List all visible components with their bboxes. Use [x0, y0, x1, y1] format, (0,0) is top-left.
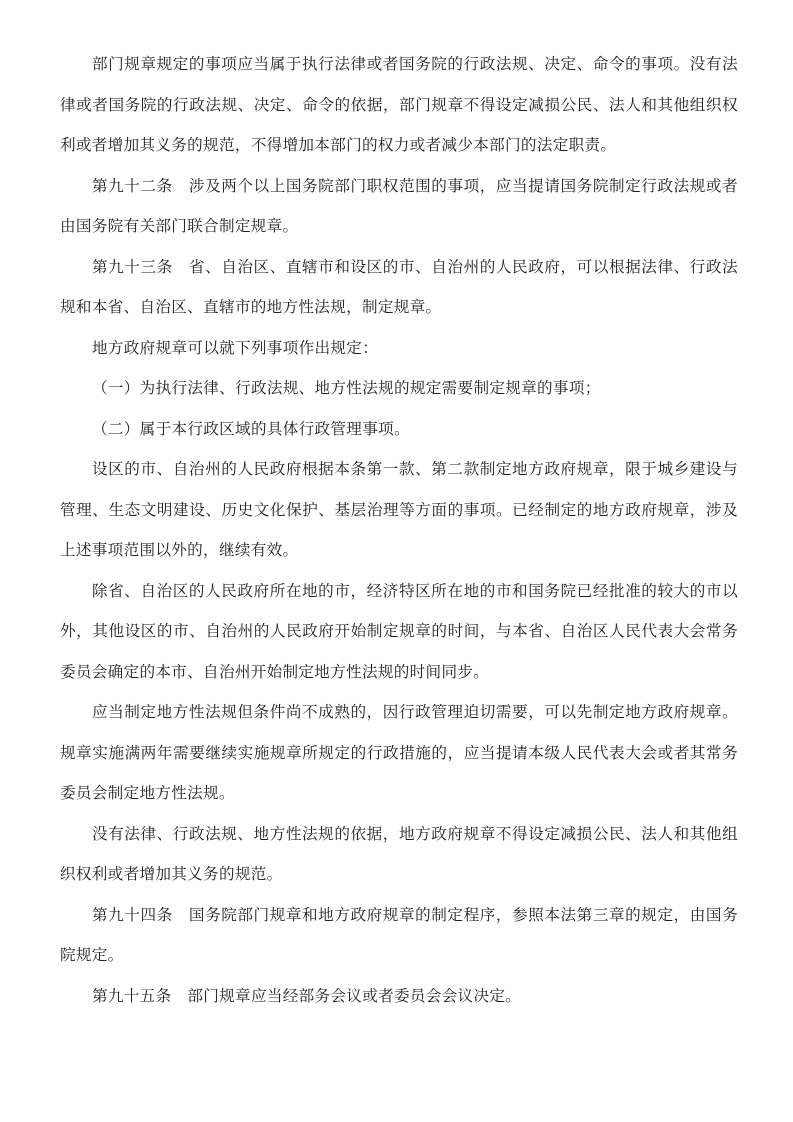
document-body	[60, 44, 738, 1016]
paragraph-article-95: 第九十五条 部门规章应当经部务会议或者委员会会议决定。	[92, 986, 522, 1005]
paragraph-no-basis: 没有法律、行政法规、地方性法规的依据，地方政府规章不得设定减损公民、法人和其他组织权利或者增加其义务的规范。	[60, 824, 738, 883]
paragraph-article-92: 第九十二条 涉及两个以上国务院部门职权范围的事项，应当提请国务院制定行政法规或者由国务院有关部门联合制定规章。	[60, 176, 738, 235]
paragraph-local-rules-intro: 地方政府规章可以就下列事项作出规定：	[92, 338, 379, 357]
paragraph-districted-cities: 设区的市、自治州的人民政府根据本条第一款、第二款制定地方政府规章，限于城乡建设与管理、生态文明建设、历史文化保护、基层治理等方面的事项。已经制定的地方政府规章，涉及上述事项范围以外的，继续有效。	[60, 460, 738, 559]
paragraph-item-2: （二）属于本行政区域的具体行政管理事项。	[92, 419, 410, 438]
paragraph-article-94: 第九十四条 国务院部门规章和地方政府规章的制定程序，参照本法第三章的规定，由国务院规定。	[60, 905, 738, 964]
paragraph-interim-rules: 应当制定地方性法规但条件尚不成熟的，因行政管理迫切需要，可以先制定地方政府规章。规章实施满两年需要继续实施规章所规定的行政措施的，应当提请本级人民代表大会或者其常务委员会制定地方性法规。	[60, 703, 738, 802]
paragraph-timing: 除省、自治区的人民政府所在地的市，经济特区所在地的市和国务院已经批准的较大的市以外，其他设区的市、自治州的人民政府开始制定规章的时间，与本省、自治区人民代表大会常务委员会确定的本市、自治州开始制定地方性法规的时间同步。	[60, 581, 738, 681]
paragraph-item-1: （一）为执行法律、行政法规、地方性法规的规定需要制定规章的事项；	[92, 379, 601, 397]
paragraph-rules-scope: 部门规章规定的事项应当属于执行法律或者国务院的行政法规、决定、命令的事项。没有法律或者国务院的行政法规、决定、命令的依据，部门规章不得设定减损公民、法人和其他组织权利或者增加其义务的规范，不得增加本部门的权力或者减少本部门的法定职责。	[60, 55, 738, 154]
paragraph-article-93: 第九十三条 省、自治区、直辖市和设区的市、自治州的人民政府，可以根据法律、行政法规和本省、自治区、直辖市的地方性法规，制定规章。	[60, 257, 738, 316]
